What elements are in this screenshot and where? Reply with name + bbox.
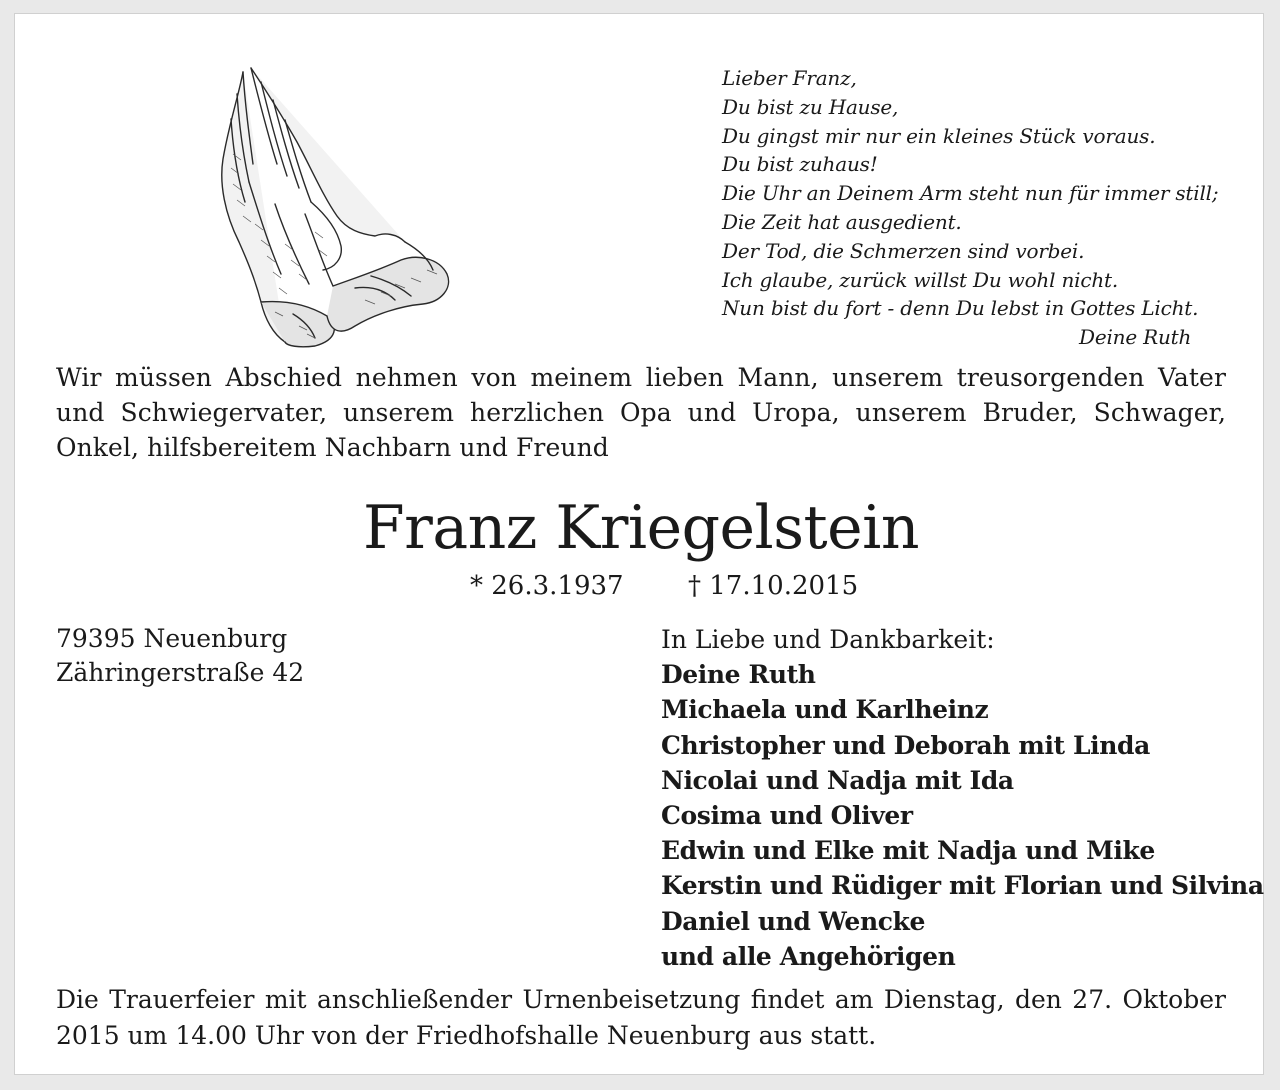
- family-member: Deine Ruth: [661, 660, 816, 690]
- family-member: Edwin und Elke mit Nadja und Mike: [661, 836, 1155, 866]
- poem-line: Die Zeit hat ausgedient.: [722, 209, 962, 234]
- poem-line: Die Uhr an Deinem Arm steht nun für immer still;: [722, 181, 1219, 206]
- family-member: Michaela und Karlheinz: [661, 695, 989, 725]
- praying-hands-icon: [215, 64, 455, 349]
- poem-line: Du bist zu Hause,: [722, 94, 899, 119]
- poem-line: Ich glaube, zurück willst Du wohl nicht.: [722, 267, 1119, 292]
- poem-signature: Deine Ruth: [1079, 325, 1192, 350]
- family-heading: In Liebe und Dankbarkeit:: [661, 625, 995, 654]
- family-member: Christopher und Deborah mit Linda: [661, 730, 1150, 760]
- address-street: Zähringerstraße 42: [56, 658, 305, 687]
- poem-line: Der Tod, die Schmerzen sind vorbei.: [722, 238, 1085, 263]
- family-member: Nicolai und Nadja mit Ida: [661, 765, 1014, 795]
- funeral-info: Die Trauerfeier mit anschließender Urnenbeisetzung findet am Dienstag, den 27. Oktober 2015 um 14.00 Uhr von der Friedhofshalle Neuenburg aus statt.: [56, 985, 1226, 1050]
- family-member: Cosima und Oliver: [661, 801, 913, 831]
- poem-line: Du gingst mir nur ein kleines Stück voraus.: [722, 123, 1156, 148]
- death-date: † 17.10.2015: [688, 571, 859, 601]
- birth-date: * 26.3.1937: [470, 571, 624, 601]
- intro-text: Wir müssen Abschied nehmen von meinem lieben Mann, unserem treusorgenden Vater und Schwiegervater, unserem herzlichen Opa und Uropa, unserem Bruder, Schwager, Onkel, hilfsbereitem Nachbarn und Freund: [56, 363, 1226, 462]
- obituary-notice: [14, 13, 1264, 1075]
- address-city: 79395 Neuenburg: [56, 624, 288, 653]
- poem: [722, 64, 1242, 352]
- family-list: [661, 622, 1264, 974]
- poem-line: Du bist zuhaus!: [722, 152, 878, 177]
- family-member: Kerstin und Rüdiger mit Florian und Silvina: [661, 871, 1264, 901]
- life-dates: [470, 569, 859, 603]
- family-member: und alle Angehörigen: [661, 941, 956, 971]
- poem-line: Lieber Franz,: [722, 66, 857, 90]
- family-member: Daniel und Wencke: [661, 906, 925, 936]
- deceased-name: Franz Kriegelstein: [363, 493, 919, 563]
- poem-line: Nun bist du fort - denn Du lebst in Gottes Licht.: [722, 296, 1199, 321]
- address: [56, 622, 304, 690]
